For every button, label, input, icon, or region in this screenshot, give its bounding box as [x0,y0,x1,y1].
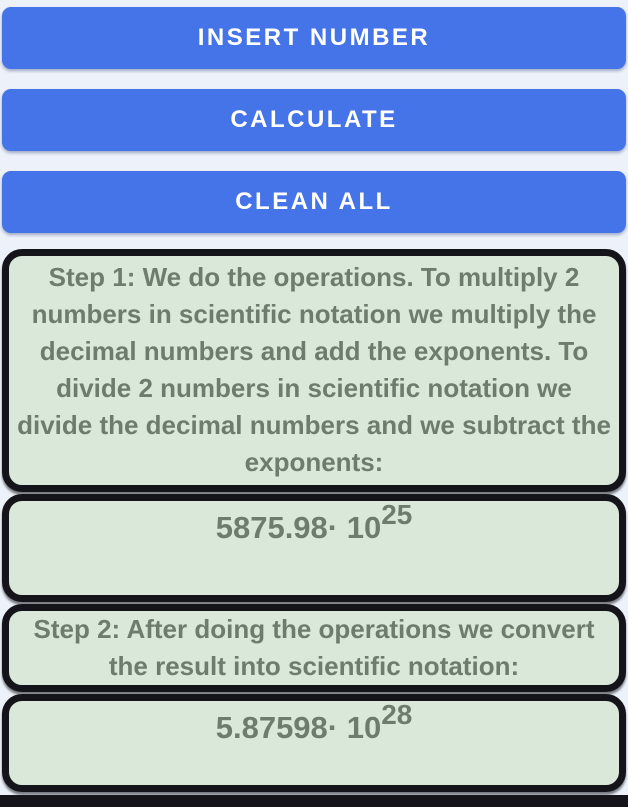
final-result-base: 5.87598· 10 [215,710,382,745]
clean-all-button[interactable]: CLEAN ALL [2,171,626,233]
step2-explanation-text: Step 2: After doing the operations we convert the result into scientific notation: [33,614,595,681]
calculate-button[interactable]: CALCULATE [2,89,626,151]
final-result-value [9,701,619,747]
final-result-exponent: 28 [381,699,413,731]
step1-explanation-panel [2,249,626,492]
insert-number-button[interactable]: INSERT NUMBER [2,7,626,69]
intermediate-result-panel [2,494,626,602]
bottom-bar [0,795,628,807]
final-result-panel [2,694,626,792]
step1-explanation-text: Step 1: We do the operations. To multiply 2 numbers in scientific notation we multiply the decimal numbers and add the exponents. To divide 2 numbers in scientific notation we divide the decimal numbers and we subtract the exponents: [17,262,611,477]
intermediate-result-value [9,501,619,547]
intermediate-result-base: 5875.98· 10 [215,510,382,545]
intermediate-result-exponent: 25 [381,499,413,531]
step2-explanation-panel [2,604,626,692]
